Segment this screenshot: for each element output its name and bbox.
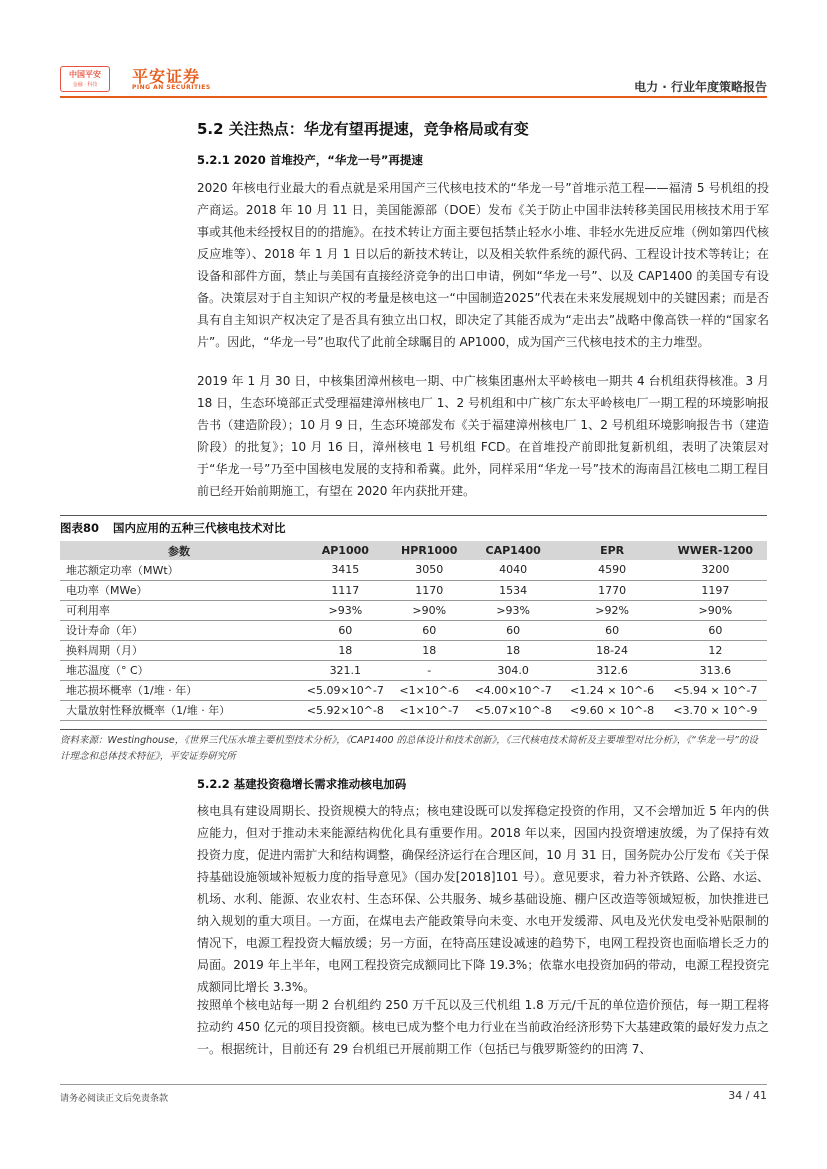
column-header: 参数 xyxy=(60,541,298,560)
row-label: 堆芯温度（° C） xyxy=(60,660,298,680)
comparison-table xyxy=(60,541,767,721)
table-cell: 18 xyxy=(393,640,466,660)
table-cell: 1197 xyxy=(664,580,767,600)
column-header: AP1000 xyxy=(298,541,393,560)
table-cell: <1.24 × 10^-6 xyxy=(560,680,663,700)
table-cell: 3415 xyxy=(298,560,393,580)
table-cell: 3200 xyxy=(664,560,767,580)
subsection-title-1: 5.2.1 2020 首堆投产，“华龙一号”再提速 xyxy=(197,153,423,167)
table-header-row xyxy=(60,541,767,560)
table-cell: <1×10^-6 xyxy=(393,680,466,700)
table-cell: 60 xyxy=(560,620,663,640)
page-number: 34 / 41 xyxy=(728,1089,767,1102)
table-cell: 1534 xyxy=(466,580,561,600)
table-cell: 60 xyxy=(466,620,561,640)
table-cell: >93% xyxy=(466,600,561,620)
column-header: HPR1000 xyxy=(393,541,466,560)
table-cell: >93% xyxy=(298,600,393,620)
ping-an-logo xyxy=(60,66,110,92)
subsection-title-2: 5.2.2 基建投资稳增长需求推动核电加码 xyxy=(197,777,407,791)
table-cell: <5.09×10^-7 xyxy=(298,680,393,700)
figure-number: 图表80 xyxy=(60,521,100,535)
brand-name-en: PING AN SECURITIES xyxy=(132,84,211,91)
table-row xyxy=(60,640,767,660)
row-label: 电功率（MWe） xyxy=(60,580,298,600)
table-row xyxy=(60,580,767,600)
header-divider xyxy=(60,96,767,98)
table-cell: 4040 xyxy=(466,560,561,580)
table-cell: 3050 xyxy=(393,560,466,580)
row-label: 大量放射性释放概率（1/堆 · 年） xyxy=(60,700,298,720)
footer-disclaimer: 请务必阅读正文后免责条款 xyxy=(60,1094,169,1104)
table-cell: 321.1 xyxy=(298,660,393,680)
figure-source: 资料来源：Westinghouse，《世界三代压水堆主要机型技术分析》，《CAP1400 的总体设计和技术创新》，《三代核电技术简析及主要堆型对比分析》，《“华龙一号”的设计理念和总体技术特征》，平安证券研究所 xyxy=(60,729,767,765)
logo-subtext: 金融 · 科技 xyxy=(72,82,98,88)
table-cell: 1170 xyxy=(393,580,466,600)
paragraph-2: 2019 年 1 月 30 日，中核集团漳州核电一期、中广核集团惠州太平岭核电一期共 4 台机组获得核准。3 月 18 日，生态环境部正式受理福建漳州核电厂 1、2 号机组和中广核广东太平岭核电厂一期工程的环境影响报告书（建造阶段）；10 月 9 日，生态环境部发布《关于福建漳州核电厂 1、2 号机组环境影响报告书（建造阶段）的批复》；10 月 16 日，漳州核电 1 号机组 FCD。在首堆投产前即批复新机组，表明了决策层对于“华龙一号”乃至中国核电发展的支持和希冀。此外，同样采用“华龙一号”技术的海南昌江核电二期工程目前已经开始前期施工，有望在 2020 年内获批开建。 xyxy=(197,374,770,498)
row-label: 堆芯额定功率（MWt） xyxy=(60,560,298,580)
brand-name: 平安证券 xyxy=(132,67,201,86)
table-cell: 313.6 xyxy=(664,660,767,680)
table-cell: 12 xyxy=(664,640,767,660)
table-row xyxy=(60,680,767,700)
table-cell: <4.00×10^-7 xyxy=(466,680,561,700)
table-cell: <1×10^-7 xyxy=(393,700,466,720)
page-header xyxy=(0,0,827,96)
figure-caption: 国内应用的五种三代核电技术对比 xyxy=(113,521,286,535)
section-title: 5.2 关注热点：华龙有望再提速，竞争格局或有变 xyxy=(197,120,529,138)
column-header: WWER-1200 xyxy=(664,541,767,560)
paragraph-4: 按照单个核电站每一期 2 台机组约 250 万千瓦以及三代机组 1.8 万元/千瓦的单位造价预估，每一期工程将拉动约 450 亿元的项目投资额。核电已成为整个电力行业在当前政治经济形势下大基建政策的最好发力点之一。根据统计，目前还有 29 台机组已开展前期工作（包括已与俄罗斯签约的田湾 7、 xyxy=(197,998,769,1056)
table-cell: 60 xyxy=(393,620,466,640)
table-cell: >92% xyxy=(560,600,663,620)
row-label: 堆芯损坏概率（1/堆 · 年） xyxy=(60,680,298,700)
row-label: 可利用率 xyxy=(60,600,298,620)
table-row xyxy=(60,620,767,640)
paragraph-1: 2020 年核电行业最大的看点就是采用国产三代核电技术的“华龙一号”首堆示范工程——福清 5 号机组的投产商运。2018 年 10 月 11 日，美国能源部（DOE）发布《关于防止中国非法转移美国民用核技术用于军事或其他未经授权目的的措施》。在技术转让方面主要包括禁止轻水小堆、非轻水先进反应堆（例如第四代核反应堆等）、2018 年 1 月 1 日以后的新技术转让，以及相关软件系统的源代码、工程设计技术等转让；在设备和部件方面，禁止与美国有直接经济竞争的出口申请，例如“华龙一号”、以及 CAP1400 的美国专有设备。决策层对于自主知识产权的考量是核电这一“中国制造2025”代表在未来发展规划中的关键因素；而是否具有自主知识产权决定了是否具有独立出口权，即决定了其能否成为“走出去”战略中像高铁一样的“国家名片”。因此，“华龙一号”也取代了此前全球瞩目的 AP1000，成为国产三代核电技术的主力堆型。 xyxy=(197,181,769,349)
footer-divider xyxy=(60,1084,767,1085)
logo-text: 中国平安 xyxy=(69,70,101,79)
table-cell: 312.6 xyxy=(560,660,663,680)
row-label: 换料周期（月） xyxy=(60,640,298,660)
table-row xyxy=(60,600,767,620)
table-cell: 1117 xyxy=(298,580,393,600)
table-row xyxy=(60,660,767,680)
table-row xyxy=(60,560,767,580)
table-cell: <3.70 × 10^-9 xyxy=(664,700,767,720)
table-cell: >90% xyxy=(393,600,466,620)
report-title: 电力 · 行业年度策略报告 xyxy=(634,80,767,94)
table-cell: 1770 xyxy=(560,580,663,600)
column-header: CAP1400 xyxy=(466,541,561,560)
table-row xyxy=(60,700,767,720)
row-label: 设计寿命（年） xyxy=(60,620,298,640)
figure-title xyxy=(60,515,767,537)
table-cell: 18 xyxy=(298,640,393,660)
paragraph-3: 核电具有建设周期长、投资规模大的特点；核电建设既可以发挥稳定投资的作用，又不会增加近 5 年内的供应能力，但对于推动未来能源结构优化具有重要作用。2018 年以来，因国内投资增速放缓，为了保持有效投资力度，促进内需扩大和结构调整，确保经济运行在合理区间，10 月 31 日，国务院办公厅发布《关于保持基础设施领域补短板力度的指导意见》（国办发[2018]101 号）。意见要求，着力补齐铁路、公路、水运、机场、水利、能源、农业农村、生态环保、公共服务、城乡基础设施、棚户区改造等领域短板，加快推进已纳入规划的重大项目。一方面，在煤电去产能政策导向未变、水电开发缓滞、风电及光伏发电受补贴限制的情况下，电源工程投资大幅放缓；另一方面，在特高压建设减速的趋势下，电网工程投资也面临增长乏力的局面。2019 年上半年，电网工程投资完成额同比下降 19.3%；依靠水电投资加码的带动，电源工程投资完成额同比增长 3.3%。 xyxy=(197,804,769,994)
table-cell: 60 xyxy=(298,620,393,640)
table-cell: - xyxy=(393,660,466,680)
table-cell: <5.07×10^-8 xyxy=(466,700,561,720)
table-cell: 4590 xyxy=(560,560,663,580)
table-cell: 304.0 xyxy=(466,660,561,680)
table-cell: >90% xyxy=(664,600,767,620)
table-cell: 18-24 xyxy=(560,640,663,660)
table-cell: <5.94 × 10^-7 xyxy=(664,680,767,700)
table-cell: 60 xyxy=(664,620,767,640)
table-cell: <5.92×10^-8 xyxy=(298,700,393,720)
table-cell: <9.60 × 10^-8 xyxy=(560,700,663,720)
table-cell: 18 xyxy=(466,640,561,660)
column-header: EPR xyxy=(560,541,663,560)
